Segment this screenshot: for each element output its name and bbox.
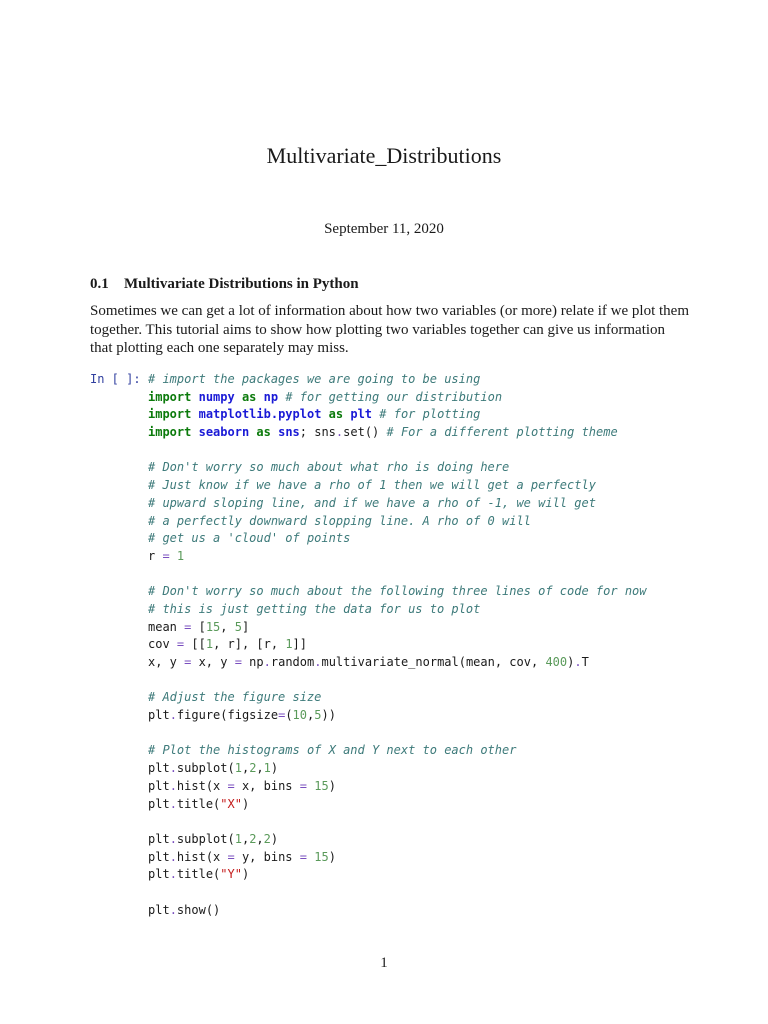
code-token: as bbox=[241, 389, 257, 404]
code-token: . bbox=[169, 778, 177, 793]
paragraph-line: together. This tutorial aims to show how plotting two variables together can give us information bbox=[90, 321, 666, 338]
code-line bbox=[148, 654, 647, 672]
code-token: # for plotting bbox=[379, 407, 481, 422]
code-token: y, bins bbox=[234, 849, 300, 864]
code-token: . bbox=[263, 655, 271, 669]
code-token: plt bbox=[350, 407, 373, 422]
code-token: 1 bbox=[176, 548, 185, 563]
code-line bbox=[148, 831, 647, 849]
code-line bbox=[148, 689, 647, 707]
code-token: T bbox=[581, 655, 589, 669]
code-token: as bbox=[328, 407, 344, 422]
code-token: . bbox=[574, 655, 582, 669]
code-token: mean bbox=[148, 619, 185, 634]
code-token bbox=[321, 407, 328, 421]
code-token: random bbox=[270, 655, 315, 669]
code-token: import bbox=[148, 407, 192, 422]
code-token: . bbox=[169, 708, 177, 723]
code-token: , bbox=[256, 761, 264, 776]
code-token: figure(figsize bbox=[176, 708, 279, 723]
code-token: x, y bbox=[191, 655, 235, 669]
code-token: = bbox=[299, 849, 307, 864]
document-title: Multivariate_Distributions bbox=[266, 143, 502, 168]
code-line bbox=[148, 884, 647, 902]
code-token: # a perfectly downward slopping line. A rho of 0 will bbox=[148, 513, 531, 528]
code-token: ]] bbox=[292, 637, 307, 652]
code-token bbox=[256, 390, 263, 404]
code-token: plt bbox=[148, 867, 170, 882]
code-token: # for getting our distribution bbox=[285, 389, 503, 404]
code-line bbox=[148, 796, 647, 814]
code-token: , r], [r, bbox=[213, 637, 286, 652]
code-token: plt bbox=[148, 902, 170, 917]
code-line bbox=[148, 477, 647, 495]
code-token: ) bbox=[567, 655, 575, 669]
code-line bbox=[148, 583, 647, 601]
code-token: # import the packages we are going to be using bbox=[148, 372, 481, 386]
code-token: np bbox=[241, 655, 264, 669]
code-line bbox=[148, 442, 647, 460]
code-token: 1 bbox=[234, 831, 242, 846]
paragraph-line: that plotting each one separately may miss. bbox=[90, 340, 349, 356]
code-token: cov bbox=[148, 637, 177, 652]
code-token: 400 bbox=[545, 655, 568, 669]
code-token: . bbox=[169, 902, 177, 917]
code-line bbox=[148, 548, 647, 566]
intro-paragraph bbox=[90, 302, 690, 358]
code-token: = bbox=[184, 619, 192, 634]
code-token: ) bbox=[270, 761, 279, 776]
code-token: r bbox=[148, 548, 163, 563]
code-token: 10 bbox=[292, 708, 307, 723]
code-line bbox=[148, 778, 647, 796]
code-line bbox=[148, 530, 647, 548]
code-token: 2 bbox=[263, 831, 271, 846]
code-token: = bbox=[162, 548, 170, 563]
code-token: , bbox=[241, 761, 250, 776]
code-line bbox=[148, 636, 647, 654]
section-heading bbox=[90, 274, 359, 294]
code-token: . bbox=[169, 831, 177, 846]
code-token: ) bbox=[328, 778, 336, 793]
code-token bbox=[191, 425, 198, 439]
code-token bbox=[235, 390, 242, 404]
code-token: 2 bbox=[249, 761, 257, 776]
code-token: hist(x bbox=[176, 778, 228, 793]
code-token: # Don't worry so much about the following three lines of code for now bbox=[148, 584, 647, 599]
code-token: # Plot the histograms of X and Y next to each other bbox=[148, 743, 517, 758]
code-line bbox=[148, 902, 647, 920]
code-token: . bbox=[314, 655, 322, 669]
code-token: 15 bbox=[314, 778, 329, 793]
code-token: . bbox=[169, 849, 177, 864]
code-token: # upward sloping line, and if we have a rho of -1, we will get bbox=[148, 495, 596, 510]
code-line bbox=[148, 707, 647, 725]
code-token: ) bbox=[241, 796, 250, 811]
code-token: ; sns bbox=[299, 425, 336, 440]
code-line bbox=[148, 371, 647, 389]
code-token: plt bbox=[148, 796, 170, 811]
code-token bbox=[191, 390, 198, 404]
code-token: subplot( bbox=[176, 761, 235, 776]
code-line bbox=[148, 742, 647, 760]
code-token: , bbox=[241, 831, 250, 846]
code-token: 15 bbox=[205, 619, 221, 634]
code-token: np bbox=[263, 389, 279, 404]
code-token: 1 bbox=[205, 637, 214, 652]
code-line bbox=[148, 601, 647, 619]
code-token: ] bbox=[241, 619, 250, 634]
code-token: seaborn bbox=[198, 425, 250, 440]
code-token: sns bbox=[278, 425, 300, 440]
code-token: "Y" bbox=[220, 867, 242, 882]
code-token: ) bbox=[241, 867, 250, 882]
code-token: numpy bbox=[198, 389, 235, 404]
section-title: Multivariate Distributions in Python bbox=[124, 276, 359, 292]
code-token: [[ bbox=[184, 637, 206, 652]
code-token: title( bbox=[176, 867, 221, 882]
code-token: import bbox=[148, 389, 192, 404]
code-token: = bbox=[278, 708, 286, 723]
code-token: # get us a 'cloud' of points bbox=[148, 531, 351, 546]
code-token: . bbox=[169, 796, 177, 811]
code-token: ( bbox=[285, 708, 293, 723]
code-line bbox=[148, 513, 647, 531]
code-token: . bbox=[169, 761, 177, 776]
code-token: 1 bbox=[263, 761, 271, 776]
code-token: 1 bbox=[285, 637, 293, 652]
code-token: , bbox=[220, 619, 235, 634]
code-token: 5 bbox=[314, 708, 322, 723]
code-token: show() bbox=[176, 902, 221, 917]
code-token: import bbox=[148, 425, 192, 440]
code-token: 2 bbox=[249, 831, 257, 846]
code-line bbox=[148, 459, 647, 477]
code-line bbox=[148, 725, 647, 743]
code-token: plt bbox=[148, 831, 170, 846]
code-token: title( bbox=[176, 796, 221, 811]
code-token: as bbox=[256, 425, 271, 440]
code-token: multivariate_normal(mean, cov, bbox=[321, 655, 546, 669]
code-line bbox=[148, 406, 647, 424]
code-token: # Adjust the figure size bbox=[148, 690, 322, 705]
code-token: . bbox=[335, 425, 344, 440]
code-token: # this is just getting the data for us to plot bbox=[148, 601, 481, 616]
section-number: 0.1 bbox=[90, 276, 109, 292]
code-line bbox=[148, 619, 647, 637]
code-token bbox=[271, 425, 278, 439]
code-token: 1 bbox=[234, 761, 242, 776]
code-token: # Just know if we have a rho of 1 then we will get a perfectly bbox=[148, 478, 596, 493]
code-token: )) bbox=[321, 708, 336, 723]
code-token: plt bbox=[148, 761, 170, 776]
code-token: . bbox=[169, 867, 177, 882]
code-token: x, y bbox=[148, 655, 185, 669]
code-token: set() bbox=[343, 425, 387, 440]
page-number: 1 bbox=[380, 955, 388, 971]
code-token: matplotlib.pyplot bbox=[198, 407, 322, 422]
code-line bbox=[148, 566, 647, 584]
code-token: x, bins bbox=[234, 778, 300, 793]
cell-prompt: In [ ]: bbox=[90, 372, 141, 386]
code-token: plt bbox=[148, 849, 170, 864]
code-token: = bbox=[176, 637, 185, 652]
code-token: = bbox=[227, 778, 235, 793]
code-line bbox=[148, 495, 647, 513]
code-token bbox=[170, 549, 177, 563]
code-line bbox=[148, 424, 647, 442]
code-line bbox=[148, 760, 647, 778]
paragraph-line: Sometimes we can get a lot of information about how two variables (or more) relate if we plot them bbox=[90, 303, 689, 319]
code-token: [ bbox=[191, 619, 206, 634]
code-cell[interactable] bbox=[148, 371, 647, 919]
code-token: # Don't worry so much about what rho is doing here bbox=[148, 460, 510, 475]
code-token: # For a different plotting theme bbox=[386, 425, 618, 440]
code-token: = bbox=[234, 655, 242, 669]
code-token: "X" bbox=[220, 796, 242, 811]
code-token: hist(x bbox=[176, 849, 228, 864]
code-token: ) bbox=[328, 849, 336, 864]
code-line bbox=[148, 672, 647, 690]
code-token: plt bbox=[148, 778, 170, 793]
code-token: = bbox=[227, 849, 235, 864]
code-token: = bbox=[299, 778, 307, 793]
code-token: ) bbox=[270, 831, 279, 846]
code-token: , bbox=[256, 831, 264, 846]
code-token: 5 bbox=[234, 619, 242, 634]
code-token: plt bbox=[148, 708, 170, 723]
code-token: subplot( bbox=[176, 831, 235, 846]
code-line bbox=[148, 849, 647, 867]
code-token: = bbox=[184, 655, 192, 669]
code-line bbox=[148, 813, 647, 831]
code-token: , bbox=[307, 708, 315, 723]
code-token: 15 bbox=[314, 849, 329, 864]
code-line bbox=[148, 389, 647, 407]
code-token bbox=[191, 407, 198, 421]
code-line bbox=[148, 866, 647, 884]
document-date: September 11, 2020 bbox=[324, 221, 444, 237]
